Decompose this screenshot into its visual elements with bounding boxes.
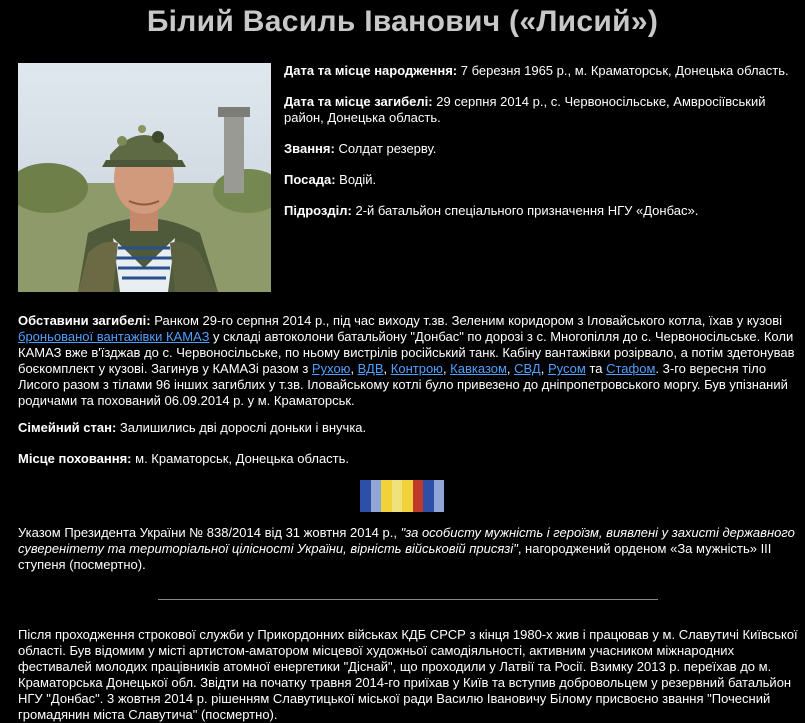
position-row bbox=[284, 172, 799, 188]
and-word: та bbox=[589, 361, 603, 376]
ribbon-stripe bbox=[371, 480, 381, 512]
vdv-link[interactable]: ВДВ bbox=[357, 361, 384, 376]
circumstances-text-1: Ранком 29-го серпня 2014 р., під час виходу т.зв. Зеленим коридором з Іловайського котла, їхав у кузові bbox=[154, 313, 782, 328]
rukhoi-link[interactable]: Рухою bbox=[311, 361, 351, 376]
decree-text-1: Указом Президента України № 838/2014 від 31 жовтня 2014 р., bbox=[18, 525, 397, 540]
svd-link[interactable]: СВД bbox=[514, 361, 541, 376]
family-label: Сімейний стан: bbox=[18, 420, 117, 435]
bio-text: Після проходження строкової служби у Прикордонних військах КДБ СРСР з кінця 1980-х жив і працював у м. Славутичі Київської області. Був відомим у місті артистом-аматором місцевої художньої самодіяльності, активним учасником міжнародних фестивалей молодих працівників атомної енергетики "Діснай", що проходили у Латвії та Росії. Взимку 2013 р. переїхав до м. Краматорська Донецької обл. Звідти на початку травня 2014-го приїхав у Київ та вступив добровольцем у резервний батальйон НГУ "Донбас". 3 жовтня 2014 р. рішенням Славутицької міської ради Василю Івановичу Білому присвоєно звання "Почесний громадянин міста Славутича" (посмертно). bbox=[18, 627, 798, 722]
ribbon-stripe bbox=[360, 480, 371, 512]
position-label: Посада: bbox=[284, 172, 336, 187]
ribbon-stripe bbox=[402, 480, 413, 512]
unit-label: Підрозділ: bbox=[284, 203, 352, 218]
circumstances-label: Обставини загибелі: bbox=[18, 313, 151, 328]
burial-value: м. Краматорськ, Донецька область. bbox=[135, 451, 350, 466]
unit-value: 2-й батальйон спеціального призначення НГУ «Донбас». bbox=[355, 203, 699, 218]
rank-value: Солдат резерву. bbox=[338, 141, 437, 156]
kamaz-link[interactable]: броньованої вантажівки КАМАЗ bbox=[18, 329, 210, 344]
death-value: 29 серпня 2014 р., с. Червоносільське, Амвросіївський район, Донецька область. bbox=[284, 94, 766, 125]
decree-text-2: , нагороджений орденом «За мужність» ІІІ ступеня (посмертно). bbox=[18, 541, 772, 572]
section-divider bbox=[158, 599, 658, 600]
kontroia-link[interactable]: Контрою bbox=[390, 361, 443, 376]
circumstances-text-2: у складі автоколони батальйону "Донбас" по дорозі з с. Многопілля до с. Червоносільське. Коли КАМАЗ вже в'їзджав до с. Червоносільське, по ньому вистрілів російський танк. Кабіну вантажівки розірвало, а потім здетонував боєкомплект у кузові. Загинув у КАМАЗі разом з bbox=[18, 329, 795, 376]
decree-quote: "за особисту мужність і героїзм, виявлені у захисті державного суверенітету та територіальної цілісності України, вірність військовій присязі" bbox=[18, 525, 795, 556]
ribbon-stripe bbox=[381, 480, 392, 512]
order-ribbon bbox=[360, 480, 444, 512]
burial-section bbox=[18, 451, 798, 467]
ribbon-stripe bbox=[434, 480, 444, 512]
circumstances-section: Обставини загибелі: Ранком 29-го серпня 2014 р., під час виходу т.зв. Зеленим коридором з Іловайського котла, їхав у кузові броньованої вантажівки КАМАЗ у складі автоколони батальйону "Донбас" по дорозі з с. Многопілля до с. Червоносільське. Коли КАМАЗ вже в'їзджав до с. Червоносільське, по ньому вистрілів російський танк. Кабіну вантажівки розірвало, а потім здетонував боєкомплект у кузові. Загинув у КАМАЗі разом з Рухою, ВДВ, Контрою, Кавказом, СВД, Русом та Стафом. 3-го вересня тіло Лисого разом з тілами 96 інших загиблих у т.зв. Іловайському котлі було привезено до дніпропетровського моргу. Був упізнаний родичами та похований 06.09.2014 р. у м. Краматорськ. bbox=[18, 313, 795, 408]
unit-row bbox=[284, 203, 799, 219]
ribbon-stripe bbox=[423, 480, 434, 512]
rank-label: Звання: bbox=[284, 141, 335, 156]
burial-label: Місце поховання: bbox=[18, 451, 132, 466]
birth-row bbox=[284, 63, 799, 79]
rus-link[interactable]: Русом bbox=[547, 361, 586, 376]
page-title: Білий Василь Іванович («Лисий») bbox=[146, 5, 659, 38]
ribbon-stripe bbox=[413, 480, 423, 512]
ribbon-stripe bbox=[392, 480, 402, 512]
stafom-link[interactable]: Стафом bbox=[606, 361, 656, 376]
decree-section bbox=[18, 525, 798, 573]
birth-value: 7 березня 1965 р., м. Краматорськ, Донецька область. bbox=[460, 63, 789, 78]
family-section bbox=[18, 420, 798, 436]
birth-label: Дата та місце народження: bbox=[284, 63, 458, 78]
family-value: Залишились дві дорослі доньки і внучка. bbox=[119, 420, 367, 435]
portrait-photo-image bbox=[18, 63, 271, 292]
circumstances-text-3: . 3-го вересня тіло Лисого разом з тілами 96 інших загиблих у т.зв. Іловайському котлі було привезено до дніпропетровського моргу. Був упізнаний родичами та похований 06.09.2014 р. у м. Краматорськ. bbox=[18, 361, 788, 408]
portrait-photo bbox=[18, 63, 271, 292]
bio-section bbox=[18, 627, 798, 723]
death-row bbox=[284, 94, 799, 126]
kavkaz-link[interactable]: Кавказом bbox=[450, 361, 507, 376]
facts-panel bbox=[284, 63, 799, 234]
rank-row bbox=[284, 141, 799, 157]
position-value: Водій. bbox=[339, 172, 377, 187]
death-label: Дата та місце загибелі: bbox=[284, 94, 433, 109]
